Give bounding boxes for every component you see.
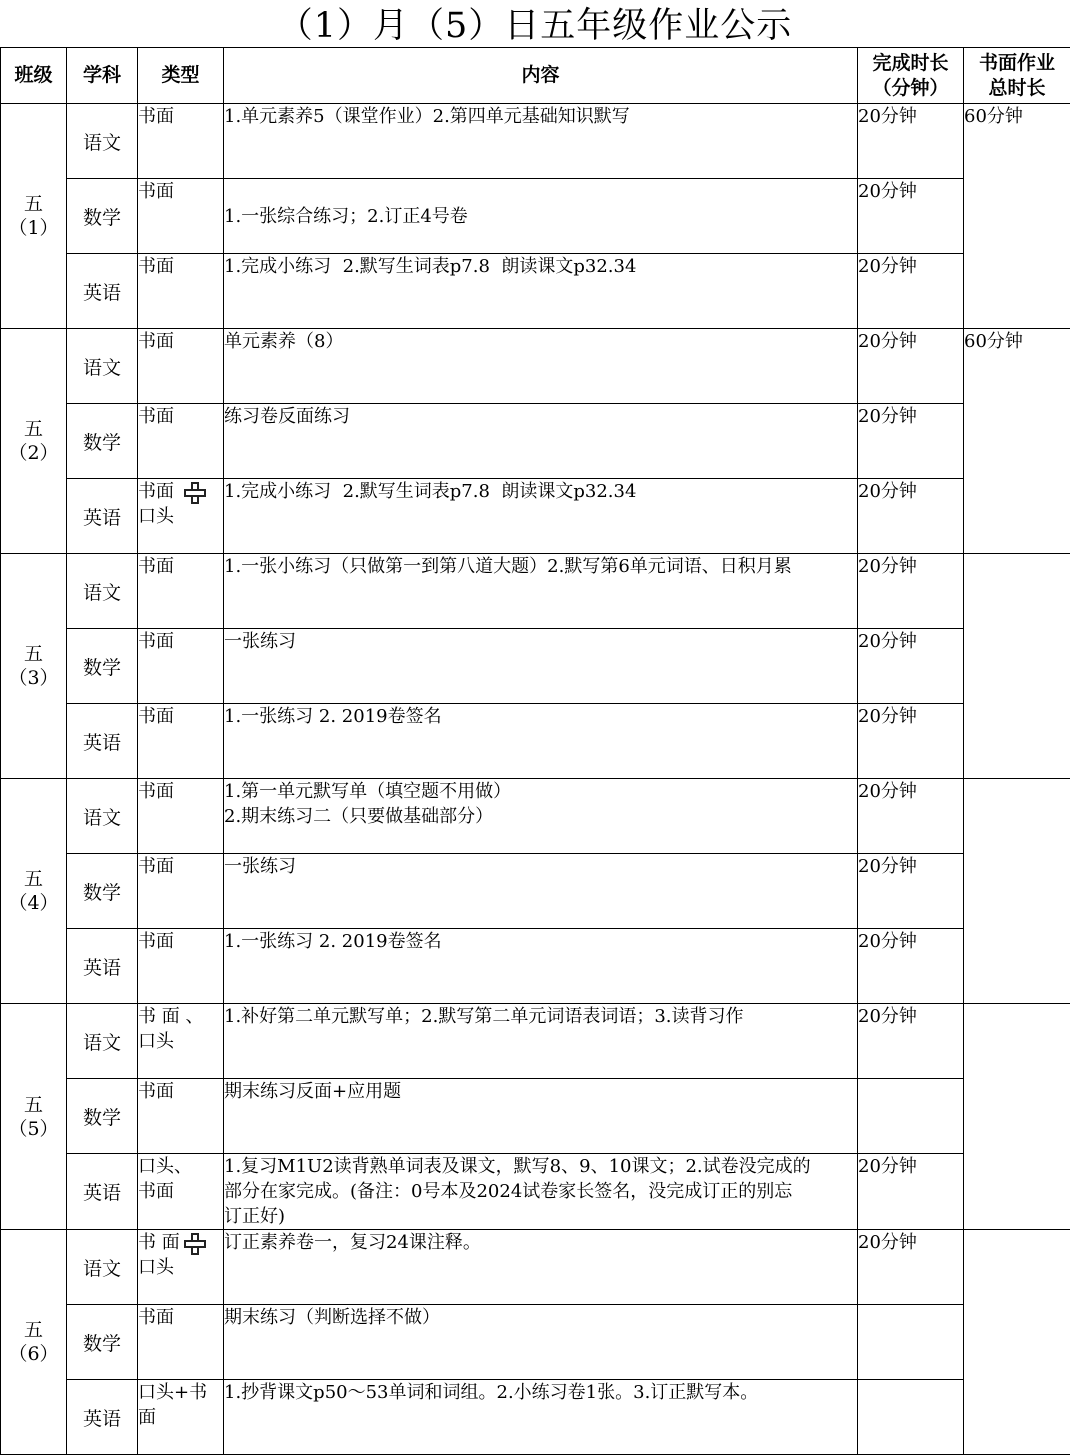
- type-line: 书面: [138, 1305, 223, 1330]
- type-cell: [138, 1380, 224, 1455]
- type-line: 书面: [138, 104, 223, 129]
- type-cell: [138, 254, 224, 329]
- class-cell: [1, 1230, 67, 1455]
- type-cell: [138, 404, 224, 479]
- table-row: [1, 179, 1070, 254]
- class-grade: 五: [1, 642, 66, 666]
- content-line: 1.第一单元默写单（填空题不用做）: [224, 779, 857, 804]
- type-cell: [138, 1154, 224, 1230]
- time-cell: 20分钟: [858, 629, 964, 704]
- content-cell: [224, 1004, 858, 1079]
- content-cell: [224, 179, 858, 254]
- time-cell: 20分钟: [858, 1154, 964, 1230]
- class-number: （4）: [1, 891, 66, 915]
- subject-cell: 英语: [67, 1380, 138, 1455]
- content-cell: [224, 254, 858, 329]
- time-cell: 20分钟: [858, 104, 964, 179]
- class-cell: [1, 104, 67, 329]
- type-line: 口头: [138, 1255, 223, 1280]
- type-cell: [138, 479, 224, 554]
- subject-cell: 语文: [67, 779, 138, 854]
- total-cell: [964, 1230, 1070, 1455]
- content-line: 1.一张练习 2. 2019卷签名: [224, 929, 857, 954]
- content-line: 1.完成小练习 2.默写生词表p7.8 朗读课文p32.34: [224, 254, 857, 279]
- type-line: 书面: [138, 1179, 223, 1204]
- class-grade: 五: [1, 1093, 66, 1117]
- type-line: 口头、: [138, 1154, 223, 1179]
- table-row: [1, 854, 1070, 929]
- type-cell: [138, 704, 224, 779]
- type-line: 书面: [138, 554, 223, 579]
- content-cell: [224, 404, 858, 479]
- time-cell: [858, 1305, 964, 1380]
- type-cell: [138, 104, 224, 179]
- content-cell: [224, 704, 858, 779]
- table-row: [1, 1079, 1070, 1154]
- header-content: 内容: [224, 48, 858, 104]
- content-cell: [224, 929, 858, 1004]
- content-cell: [224, 1079, 858, 1154]
- total-cell: [964, 1004, 1070, 1230]
- total-cell: 60分钟: [964, 329, 1070, 554]
- subject-cell: 数学: [67, 1079, 138, 1154]
- content-cell: [224, 629, 858, 704]
- type-line: 书面: [138, 854, 223, 879]
- subject-cell: 语文: [67, 104, 138, 179]
- type-line: 书面: [138, 629, 223, 654]
- type-line: 书 面 、: [138, 1004, 223, 1029]
- type-cell: [138, 854, 224, 929]
- header-total-line1: 书面作业: [964, 51, 1070, 76]
- header-total: [964, 48, 1070, 104]
- subject-cell: 英语: [67, 929, 138, 1004]
- class-cell: [1, 554, 67, 779]
- content-line: 一张练习: [224, 629, 857, 654]
- content-line: 1.补好第二单元默写单；2.默写第二单元词语表词语；3.读背习作: [224, 1004, 857, 1029]
- type-line: 书 面: [138, 1230, 223, 1255]
- content-line: 1.复习M1U2读背熟单词表及课文，默写8、9、10课文；2.试卷没完成的: [224, 1154, 857, 1179]
- subject-cell: 语文: [67, 554, 138, 629]
- header-subject: 学科: [67, 48, 138, 104]
- time-cell: 20分钟: [858, 179, 964, 254]
- class-number: （6）: [1, 1342, 66, 1366]
- class-cell: [1, 779, 67, 1004]
- type-cell: [138, 929, 224, 1004]
- type-line: 书面: [138, 479, 223, 504]
- class-grade: 五: [1, 867, 66, 891]
- subject-cell: 数学: [67, 629, 138, 704]
- plus-icon: [184, 482, 206, 504]
- type-cell: [138, 329, 224, 404]
- content-line: 1.一张综合练习；2.订正4号卷: [224, 204, 857, 229]
- type-cell: [138, 1079, 224, 1154]
- class-grade: 五: [1, 1318, 66, 1342]
- type-line: 口头+书: [138, 1380, 223, 1405]
- time-cell: [858, 1079, 964, 1154]
- header-class: 班级: [1, 48, 67, 104]
- content-cell: [224, 1380, 858, 1455]
- content-cell: [224, 554, 858, 629]
- table-row: [1, 1004, 1070, 1079]
- content-line: 期末练习反面+应用题: [224, 1079, 857, 1104]
- type-line: 书面: [138, 254, 223, 279]
- type-line: 口头: [138, 504, 223, 529]
- time-cell: 20分钟: [858, 1004, 964, 1079]
- time-cell: 20分钟: [858, 779, 964, 854]
- time-cell: 20分钟: [858, 254, 964, 329]
- subject-cell: 英语: [67, 254, 138, 329]
- content-line: 2.期末练习二（只要做基础部分）: [224, 804, 857, 829]
- class-number: （5）: [1, 1117, 66, 1141]
- time-cell: 20分钟: [858, 854, 964, 929]
- table-row: [1, 704, 1070, 779]
- content-line: 练习卷反面练习: [224, 404, 857, 429]
- content-cell: [224, 104, 858, 179]
- table-row: [1, 1154, 1070, 1230]
- content-line: 1.一张练习 2. 2019卷签名: [224, 704, 857, 729]
- subject-cell: 语文: [67, 1230, 138, 1305]
- table-row: [1, 629, 1070, 704]
- content-line: 1.单元素养5（课堂作业）2.第四单元基础知识默写: [224, 104, 857, 129]
- class-grade: 五: [1, 417, 66, 441]
- total-cell: [964, 554, 1070, 779]
- header-total-line2: 总时长: [964, 76, 1070, 101]
- content-cell: [224, 854, 858, 929]
- content-line: [224, 179, 857, 204]
- subject-cell: 数学: [67, 854, 138, 929]
- time-cell: 20分钟: [858, 479, 964, 554]
- header-time-line1: 完成时长: [858, 51, 963, 76]
- type-cell: [138, 779, 224, 854]
- type-cell: [138, 1004, 224, 1079]
- subject-cell: 数学: [67, 1305, 138, 1380]
- header-type: 类型: [138, 48, 224, 104]
- subject-cell: 英语: [67, 479, 138, 554]
- homework-table: [0, 47, 1070, 1455]
- type-cell: [138, 179, 224, 254]
- subject-cell: 语文: [67, 1004, 138, 1079]
- page-title: （1）月（5）日五年级作业公示: [0, 0, 1070, 47]
- type-cell: [138, 629, 224, 704]
- class-number: （1）: [1, 216, 66, 240]
- type-cell: [138, 554, 224, 629]
- time-cell: 20分钟: [858, 329, 964, 404]
- content-line: 订正素养卷一，复习24课注释。: [224, 1230, 857, 1255]
- table-row: [1, 104, 1070, 179]
- content-cell: [224, 329, 858, 404]
- subject-cell: 数学: [67, 404, 138, 479]
- content-cell: [224, 1154, 858, 1230]
- plus-icon: [184, 1233, 206, 1255]
- type-cell: [138, 1230, 224, 1305]
- type-line: 书面: [138, 179, 223, 204]
- content-line: 期末练习（判断选择不做）: [224, 1305, 857, 1330]
- content-line: 单元素养（8）: [224, 329, 857, 354]
- time-cell: [858, 1380, 964, 1455]
- type-line: 书面: [138, 779, 223, 804]
- time-cell: 20分钟: [858, 554, 964, 629]
- content-line: 订正好): [224, 1204, 857, 1229]
- table-row: [1, 929, 1070, 1004]
- class-number: （3）: [1, 666, 66, 690]
- table-row: [1, 254, 1070, 329]
- type-cell: [138, 1305, 224, 1380]
- table-body: [1, 104, 1070, 1455]
- content-cell: [224, 479, 858, 554]
- time-cell: 20分钟: [858, 404, 964, 479]
- table-row: [1, 1230, 1070, 1305]
- type-line: 书面: [138, 329, 223, 354]
- class-number: （2）: [1, 441, 66, 465]
- content-line: 1.抄背课文p50～53单词和词组。2.小练习卷1张。3.订正默写本。: [224, 1380, 857, 1405]
- header-row: [1, 48, 1070, 104]
- type-line: 书面: [138, 404, 223, 429]
- subject-cell: 英语: [67, 1154, 138, 1230]
- table-row: [1, 554, 1070, 629]
- type-line: 书面: [138, 704, 223, 729]
- table-row: [1, 1380, 1070, 1455]
- content-line: 1.完成小练习 2.默写生词表p7.8 朗读课文p32.34: [224, 479, 857, 504]
- subject-cell: 语文: [67, 329, 138, 404]
- content-line: 一张练习: [224, 854, 857, 879]
- subject-cell: 数学: [67, 179, 138, 254]
- time-cell: 20分钟: [858, 1230, 964, 1305]
- content-cell: [224, 1305, 858, 1380]
- type-line: 面: [138, 1405, 223, 1430]
- header-time: [858, 48, 964, 104]
- content-cell: [224, 1230, 858, 1305]
- table-row: [1, 329, 1070, 404]
- type-line: 口头: [138, 1029, 223, 1054]
- header-time-line2: （分钟）: [858, 76, 963, 101]
- table-row: [1, 479, 1070, 554]
- table-row: [1, 779, 1070, 854]
- class-grade: 五: [1, 192, 66, 216]
- table-row: [1, 404, 1070, 479]
- class-cell: [1, 1004, 67, 1230]
- time-cell: 20分钟: [858, 929, 964, 1004]
- table-row: [1, 1305, 1070, 1380]
- content-line: 1.一张小练习（只做第一到第八道大题）2.默写第6单元词语、日积月累: [224, 554, 857, 579]
- content-cell: [224, 779, 858, 854]
- class-cell: [1, 329, 67, 554]
- subject-cell: 英语: [67, 704, 138, 779]
- type-line: 书面: [138, 929, 223, 954]
- time-cell: 20分钟: [858, 704, 964, 779]
- total-cell: [964, 779, 1070, 1004]
- total-cell: 60分钟: [964, 104, 1070, 329]
- content-line: 部分在家完成。(备注：0号本及2024试卷家长签名，没完成订正的别忘: [224, 1179, 857, 1204]
- type-line: 书面: [138, 1079, 223, 1104]
